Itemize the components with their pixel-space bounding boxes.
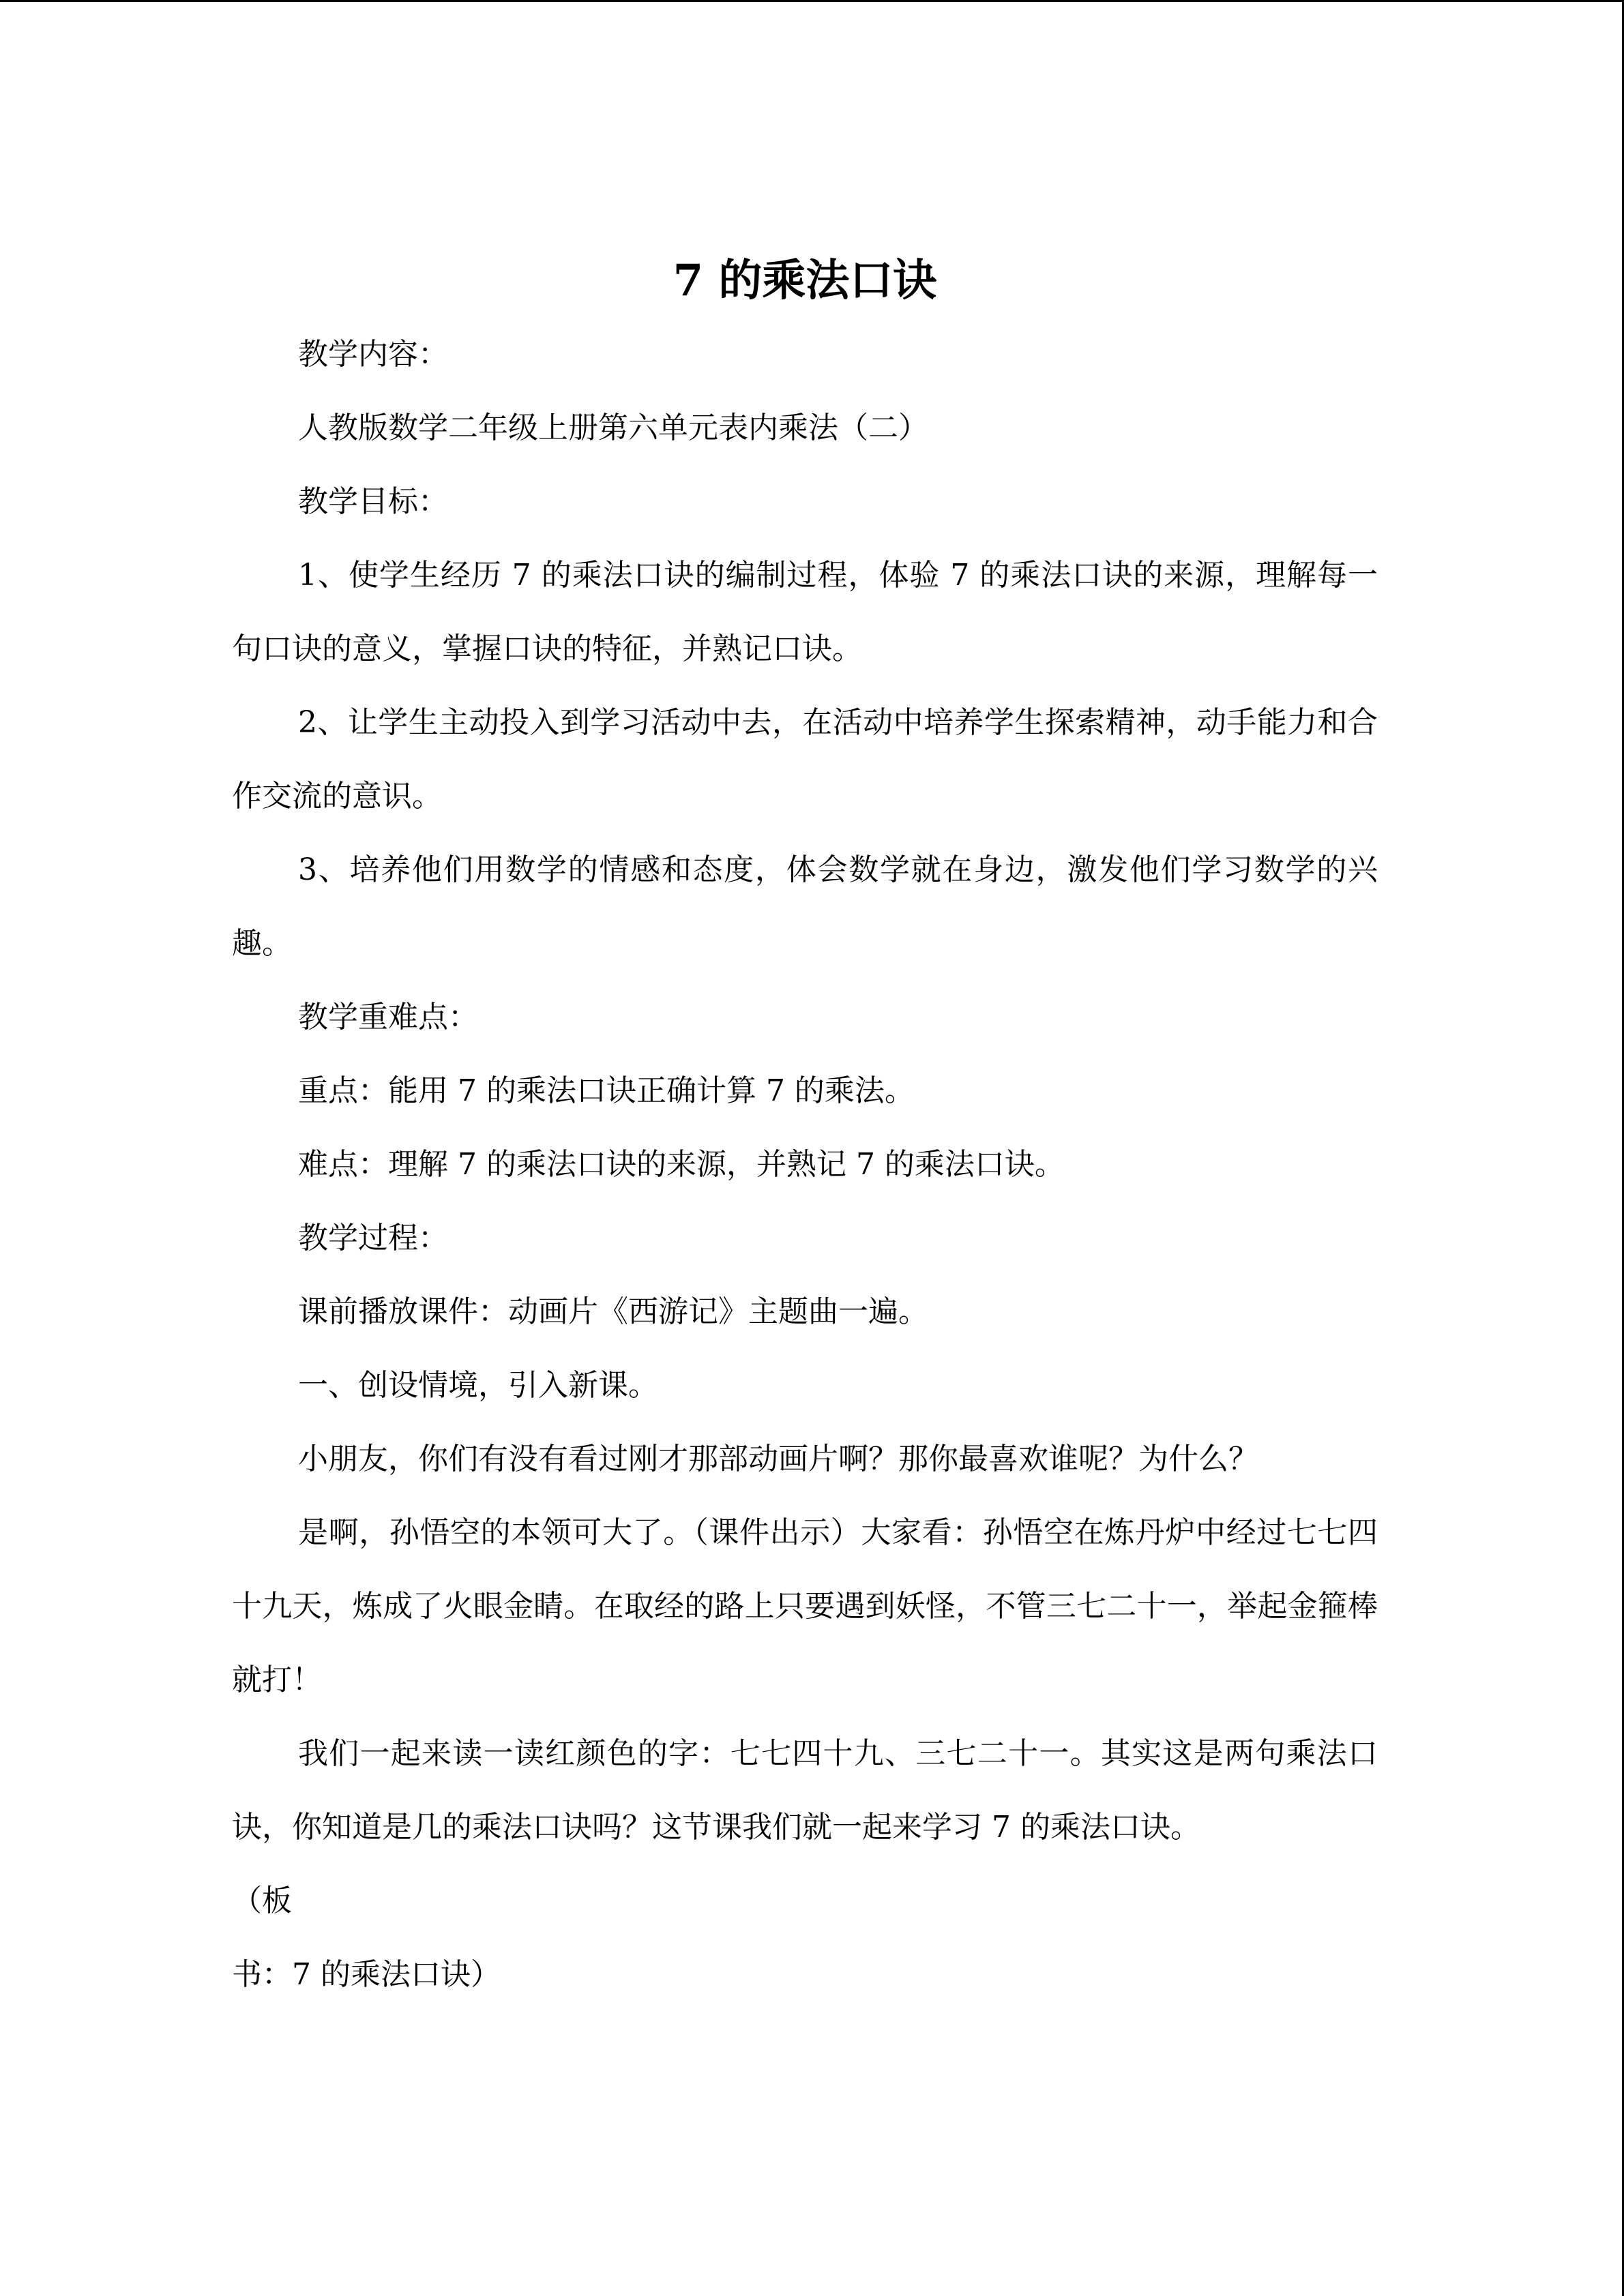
document-title: 7 的乘法口诀 <box>673 255 937 306</box>
paragraph-story: 是啊，孙悟空的本领可大了。（课件出示）大家看：孙悟空在炼丹炉中经过七七四十九天，炼成了火眼金睛。在取经的路上只要遇到妖怪，不管三七二十一，举起金箍棒就打！ <box>232 1515 1378 1697</box>
paragraph-difficult-point: 难点：理解 7 的乘法口诀的来源，并熟记 7 的乘法口诀。 <box>298 1147 1065 1182</box>
paragraph-goal-2: 2、让学生主动投入到学习活动中去，在活动中培养学生探索精神，动手能力和合作交流的意识。 <box>232 705 1378 814</box>
paragraph-key-points-heading: 教学重难点： <box>298 1000 478 1034</box>
paragraph-teaching-content-heading: 教学内容： <box>298 337 448 372</box>
paragraph-teaching-goals-heading: 教学目标： <box>298 484 448 519</box>
paragraph-process-heading: 教学过程： <box>298 1221 448 1255</box>
paragraph-goal-3: 3、培养他们用数学的情感和态度，体会数学就在身边，激发他们学习数学的兴趣。 <box>232 852 1378 961</box>
paragraph-key-point: 重点：能用 7 的乘法口诀正确计算 7 的乘法。 <box>298 1073 915 1108</box>
paragraph-question: 小朋友，你们有没有看过刚才那部动画片啊？那你最喜欢谁呢？为什么？ <box>298 1442 1258 1476</box>
paragraph-board-note-end: 书：7 的乘法口诀） <box>232 1957 501 1992</box>
paragraph-textbook: 人教版数学二年级上册第六单元表内乘法（二） <box>298 411 928 445</box>
paragraph-pre-class: 课前播放课件：动画片《西游记》主题曲一遍。 <box>298 1294 928 1329</box>
paragraph-board-note-start: （板 <box>232 1883 292 1918</box>
document-body <box>232 247 1378 2012</box>
paragraph-section-1-heading: 一、创设情境，引入新课。 <box>298 1368 658 1403</box>
paragraph-reading: 我们一起来读一读红颜色的字：七七四十九、三七二十一。其实这是两句乘法口诀，你知道是几的乘法口诀吗？这节课我们就一起来学习 7 的乘法口诀。 <box>232 1736 1378 1845</box>
paragraph-goal-1: 1、使学生经历 7 的乘法口诀的编制过程，体验 7 的乘法口诀的来源，理解每一句口诀的意义，掌握口诀的特征，并熟记口诀。 <box>232 558 1378 666</box>
